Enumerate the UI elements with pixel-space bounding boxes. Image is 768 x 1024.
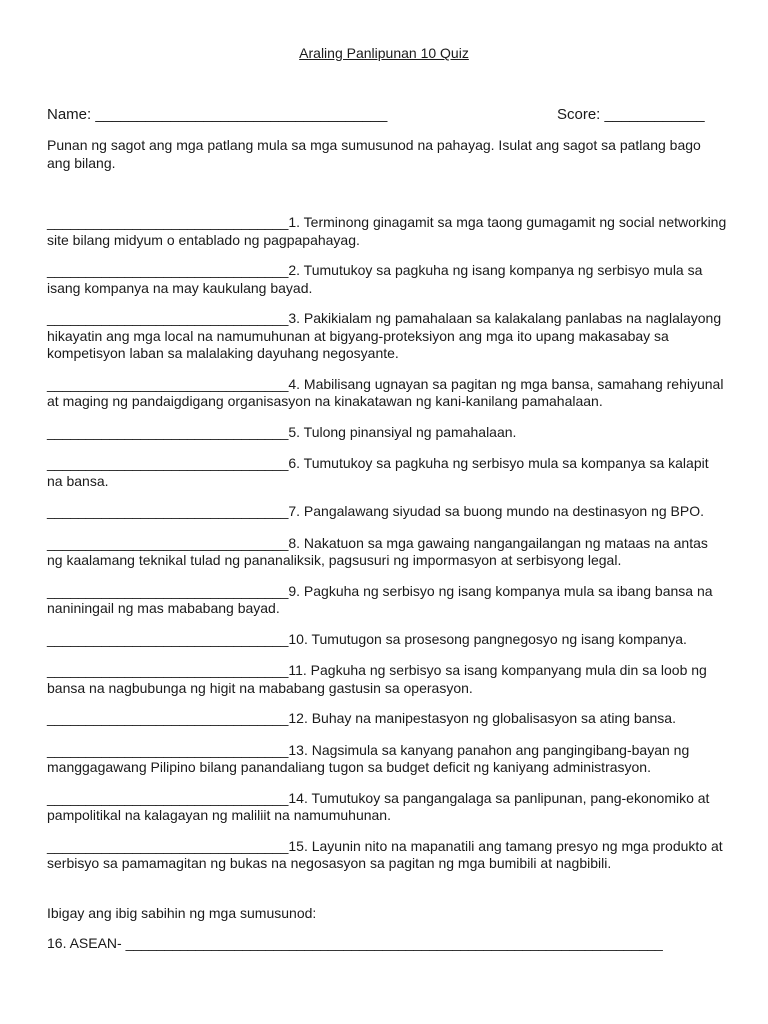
instructions: Punan ng sagot ang mga patlang mula sa mga sumusunod na pahayag. Isulat ang sagot sa patlang bago ang bilang. xyxy=(47,137,701,171)
question-list xyxy=(47,214,727,886)
question-item[interactable]: _______________________________14. Tumutukoy sa pangangalaga sa panlipunan, pang-ekonomiko at pampolitikal na kalagayan ng maliliit na namumuhunan. xyxy=(47,789,710,823)
name-score-row xyxy=(47,105,727,125)
question-item[interactable]: _______________________________6. Tumutukoy sa pagkuha ng serbisyo mula sa kompanya sa kalapit na bansa. xyxy=(47,455,709,489)
question-item[interactable]: _______________________________8. Nakatuon sa mga gawaing nangangailangan ng mataas na antas ng kaalamang teknikal tulad ng pananaliksik, pagsusuri ng impormasyon at serbisyong legal. xyxy=(47,534,708,568)
question-item[interactable]: _______________________________10. Tumutugon sa prosesong pangnegosyo ng isang kompanya. xyxy=(47,630,687,647)
question-item[interactable]: _______________________________7. Pangalawang siyudad sa buong mundo na destinasyon ng BPO. xyxy=(47,503,704,519)
question-item[interactable]: _______________________________13. Nagsimula sa kanyang panahon ang pangingibang-bayan ng manggagawang Pilipino bilang panandaliang tugon sa budget deficit ng kaniyang administrasyon. xyxy=(47,741,690,775)
question-item-asean[interactable]: 16. ASEAN- _____________________________________________________________________ xyxy=(47,935,663,951)
section-two-heading: Ibigay ang ibig sabihin ng mga sumusunod: xyxy=(47,905,317,921)
question-item[interactable]: _______________________________15. Layunin nito na mapanatili ang tamang presyo ng mga produkto at serbisyo sa pamamagitan ng bukas na negosasyon sa pagitan ng mga bumibili at nagbibili. xyxy=(47,837,723,871)
question-item[interactable]: _______________________________9. Pagkuha ng serbisyo ng isang kompanya mula sa ibang bansa na naniningail ng mas mababang bayad. xyxy=(47,582,713,616)
name-field[interactable]: Name: ___________________________________ xyxy=(47,106,388,123)
question-item[interactable]: _______________________________12. Buhay na manipestasyon ng globalisasyon sa ating bansa. xyxy=(47,710,676,726)
question-item[interactable]: _______________________________3. Pakikialam ng pamahalaan sa kalakalang panlabas na naglalayong hikayatin ang mga local na namumuhunan at bigyang-proteksiyon ang mga ito upang makasabay sa kompetisyon laban sa malalaking dayuhang negosyante. xyxy=(47,310,722,361)
question-item[interactable]: _______________________________2. Tumutukoy sa pagkuha ng isang kompanya ng serbisyo mula sa isang kompanya na may kaukulang bayad. xyxy=(47,262,703,296)
quiz-title: Araling Panlipunan 10 Quiz xyxy=(299,45,469,61)
score-field[interactable]: Score: ____________ xyxy=(557,106,705,123)
question-item[interactable]: _______________________________4. Mabilisang ugnayan sa pagitan ng mga bansa, samahang rehiyunal at maging ng pandaigdigang organisasyon na kinakatawan ng kani-kanilang pamahalaan. xyxy=(47,375,724,409)
question-item[interactable]: _______________________________11. Pagkuha ng serbisyo sa isang kompanyang mula din sa loob ng bansa na nagbubunga ng higit na mababang gastusin sa operasyon. xyxy=(47,662,707,696)
question-item[interactable]: _______________________________1. Terminong ginagamit sa mga taong gumagamit ng social networking site bilang midyum o entablado ng pagpapahayag. xyxy=(47,214,727,248)
question-item[interactable]: _______________________________5. Tulong pinansiyal ng pamahalaan. xyxy=(47,423,517,440)
